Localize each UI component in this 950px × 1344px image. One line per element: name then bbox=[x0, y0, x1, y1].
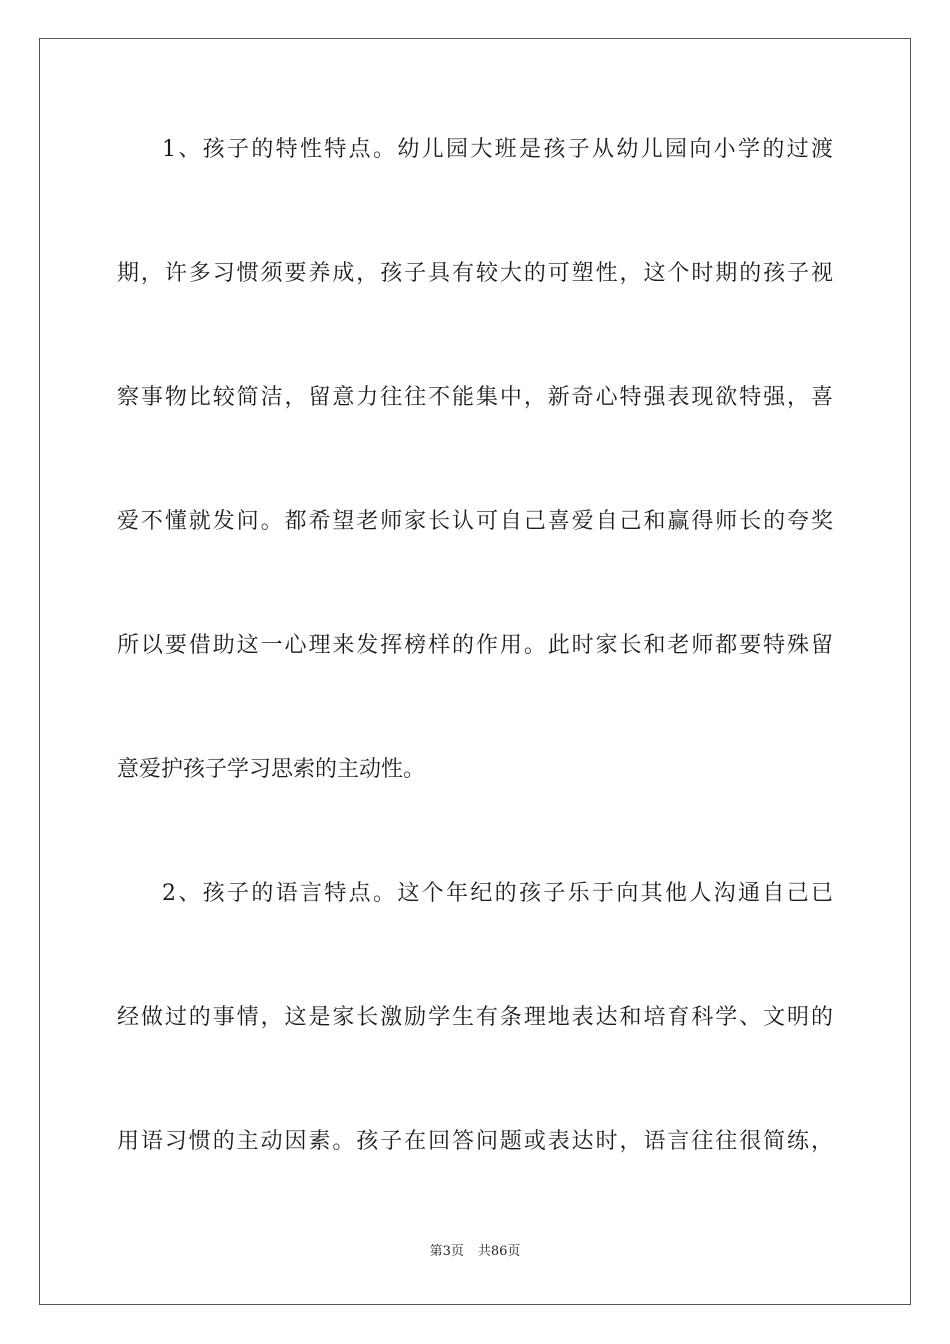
paragraph-2-line-1: 2、孩子的语言特点。这个年纪的孩子乐于向其他人沟通自己已 bbox=[162, 881, 833, 906]
paragraph-1-line-6: 意爱护孩子学习思索的主动性。 bbox=[117, 757, 426, 782]
paragraph-1-line-4: 爱不懂就发问。都希望老师家长认可自己喜爱自己和赢得师长的夸奖 bbox=[117, 509, 833, 534]
paragraph-2-line-3: 用语习惯的主动因素。孩子在回答问题或表达时，语言往往很简练， bbox=[117, 1129, 833, 1154]
page-footer bbox=[0, 1243, 950, 1261]
paragraph-1-line-1: 1、孩子的特性特点。幼儿园大班是孩子从幼儿园向小学的过渡 bbox=[162, 137, 833, 162]
paragraph-2-line-2: 经做过的事情，这是家长激励学生有条理地表达和培育科学、文明的 bbox=[117, 1005, 833, 1030]
page-border bbox=[39, 38, 911, 1305]
page-total: 共86页 bbox=[477, 1244, 521, 1259]
page-number: 第3页 bbox=[429, 1244, 464, 1259]
paragraph-1-line-5: 所以要借助这一心理来发挥榜样的作用。此时家长和老师都要特殊留 bbox=[117, 633, 833, 658]
paragraph-1-line-2: 期，许多习惯须要养成，孩子具有较大的可塑性，这个时期的孩子视 bbox=[117, 261, 833, 286]
paragraph-1-line-3: 察事物比较简洁，留意力往往不能集中，新奇心特强表现欲特强，喜 bbox=[117, 385, 833, 410]
